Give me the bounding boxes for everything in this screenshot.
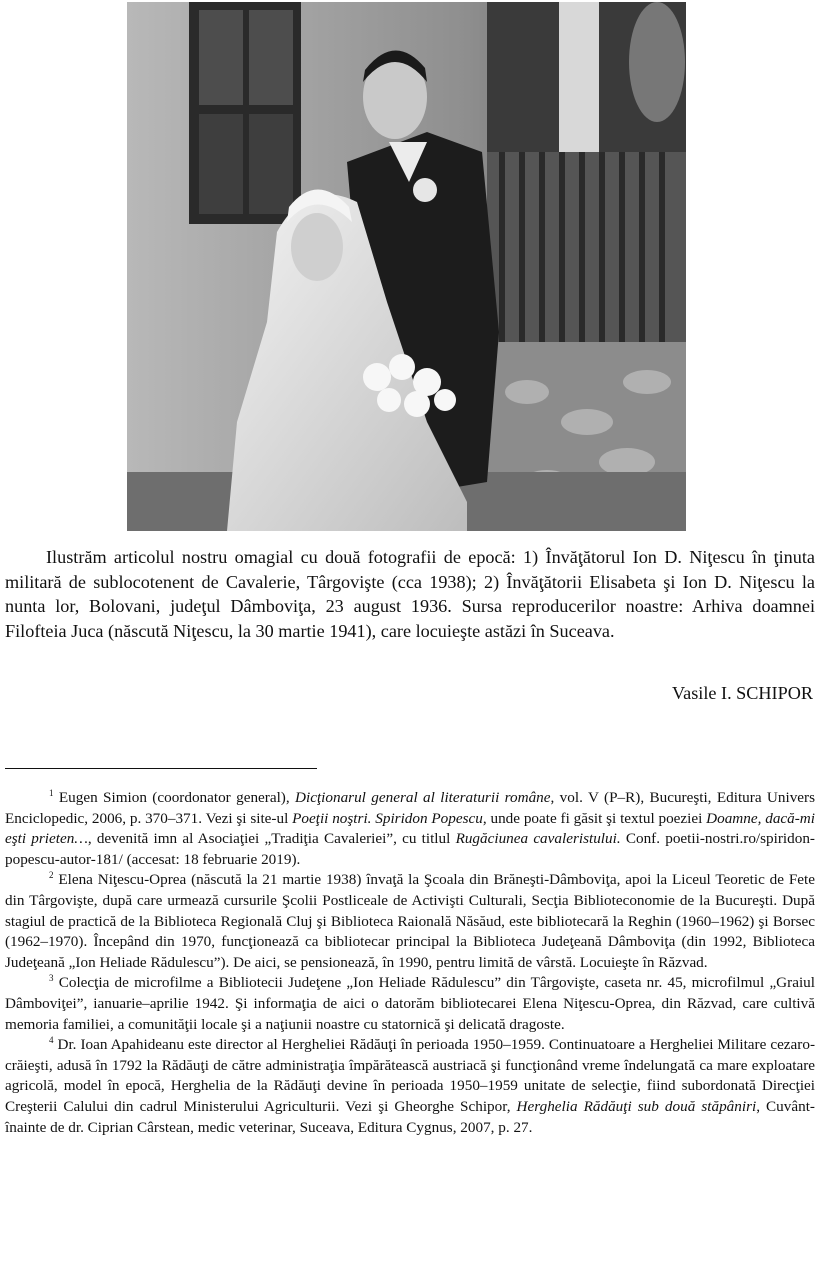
footnote-number: 4 xyxy=(49,1035,54,1046)
footnote-title: Dicţionarul general al literaturii române xyxy=(295,789,551,806)
footnote-text: , unde poate fi găsit şi textul poeziei xyxy=(482,809,707,827)
veranda-shape xyxy=(487,2,686,342)
footnote-3 xyxy=(5,973,815,1035)
footnote-title: Poeţii noştri. Spiridon Popescu xyxy=(292,809,483,827)
footnote-text: Eugen Simion (coordonator general), xyxy=(58,789,296,806)
footnote-title: Herghelia Rădăuţi sub două stăpâniri xyxy=(516,1097,757,1115)
window-shape xyxy=(189,2,301,224)
footnote-text: Dr. Ioan Apahideanu este director al Hergheliei Rădăuţi în perioada 1950–1959. Continuatoare a Hergheliei Militare cezaro-crăieşti, adusă în 1792 la Rădăuţi de către administraţia împărătească austriacă şi funcţionând vreme îndelungată ca mare exploatare agricolă, model în epocă, Herghelia de la Rădăuţi devine în perioada 1950–1959 unitate de selecţie, fiind subordonată Direcţiei Creşterii Calului din cadrul Ministerului Agriculturii. Vezi şi Gheorghe Schipor, xyxy=(5,1036,815,1115)
footnote-text: Colecţia de microfilme a Bibliotecii Judeţene „Ion Heliade Rădulescu” din Târgovişte, caseta nr. 45, microfilmul „Graiul Dâmboviţei”, ianuarie–aprilie 1942. Şi informaţia de aici o datorăm bibliotecarei Elena Niţescu-Oprea, din Răzvad, care cultivă memoria familiei, a comunităţii locale şi a naţiunii noastre cu statornică şi delicată dragoste. xyxy=(5,974,815,1033)
footnote-text: Elena Niţescu-Oprea (născută la 21 martie 1938) învaţă la Şcoala din Brăneşti-Dâmboviţa, apoi la Liceul Teoretic de Fete din Târgovişte, după care urmează cursurile Şcolii Postliceale de Activişti Culturali, Secţia Biblioteconomie de la Bucureşti. După stagiul de practică de la Biblioteca Regională Cluj şi Biblioteca Raională Năsăud, este bibliotecară la Reghin (1960–1962) şi Borsec (1962–1970). Începând din 1970, funcţionează ca bibliotecar principal la Biblioteca Judeţeană Dâmboviţa (din 1992, Biblioteca Judeţeană „Ion Heliade Rădulescu”). De aici, se pensionează, în 1990, pentru limită de vârstă. Locuieşte în Răzvad. xyxy=(5,871,815,971)
footnote-text: , vol. V (P–R), Bucureşti, Editura Univers Enciclopedic, 2006, p. 370–371. Vezi şi site-ul xyxy=(5,789,816,827)
footnote-text: Conf. poetii-nostri.ro/spiridon-popescu-autor-181/ (accesat: 18 februarie 2019). xyxy=(5,830,815,868)
footnote-number: 3 xyxy=(49,973,54,984)
footnotes xyxy=(5,788,815,1138)
footnote-number: 1 xyxy=(49,788,54,798)
footnote-text: , devenită imn al Asociaţiei „Tradiţia Cavaleriei”, cu titlul xyxy=(87,830,456,848)
footnote-text: , Cuvânt-înainte de dr. Ciprian Cârstean, medic veterinar, Suceava, Editura Cygnus, 2007, p. 27. xyxy=(5,1097,815,1136)
footnote-4 xyxy=(5,1035,815,1138)
footnote-title: Rugăciunea cavaleristului. xyxy=(455,830,621,848)
footnote-1 xyxy=(5,788,815,870)
footnote-divider xyxy=(5,768,317,769)
footnote-title: Doamne, dacă-mi eşti prieten… xyxy=(5,809,815,848)
author-signature: Vasile I. SCHIPOR xyxy=(672,683,813,703)
wedding-photo-illustration xyxy=(127,2,686,531)
footnote-2 xyxy=(5,870,815,973)
wedding-photo xyxy=(127,2,686,531)
footnote-number: 2 xyxy=(49,870,54,881)
photo-caption: Ilustrăm articolul nostru omagial cu două fotografii de epocă: 1) Învăţătorul Ion D. Niţescu în ţinuta militară de sublocotenent de Cavalerie, Târgovişte (cca 1938); 2) Învăţătorii Elisabeta şi Ion D. Niţescu la nunta lor, Bolovani, judeţul Dâmboviţa, 23 august 1936. Sursa reproducerilor noastre: Arhiva doamnei Filofteia Juca (născută Niţescu, la 30 martie 1941), care locuieşte astăzi în Suceava. xyxy=(5,547,815,641)
